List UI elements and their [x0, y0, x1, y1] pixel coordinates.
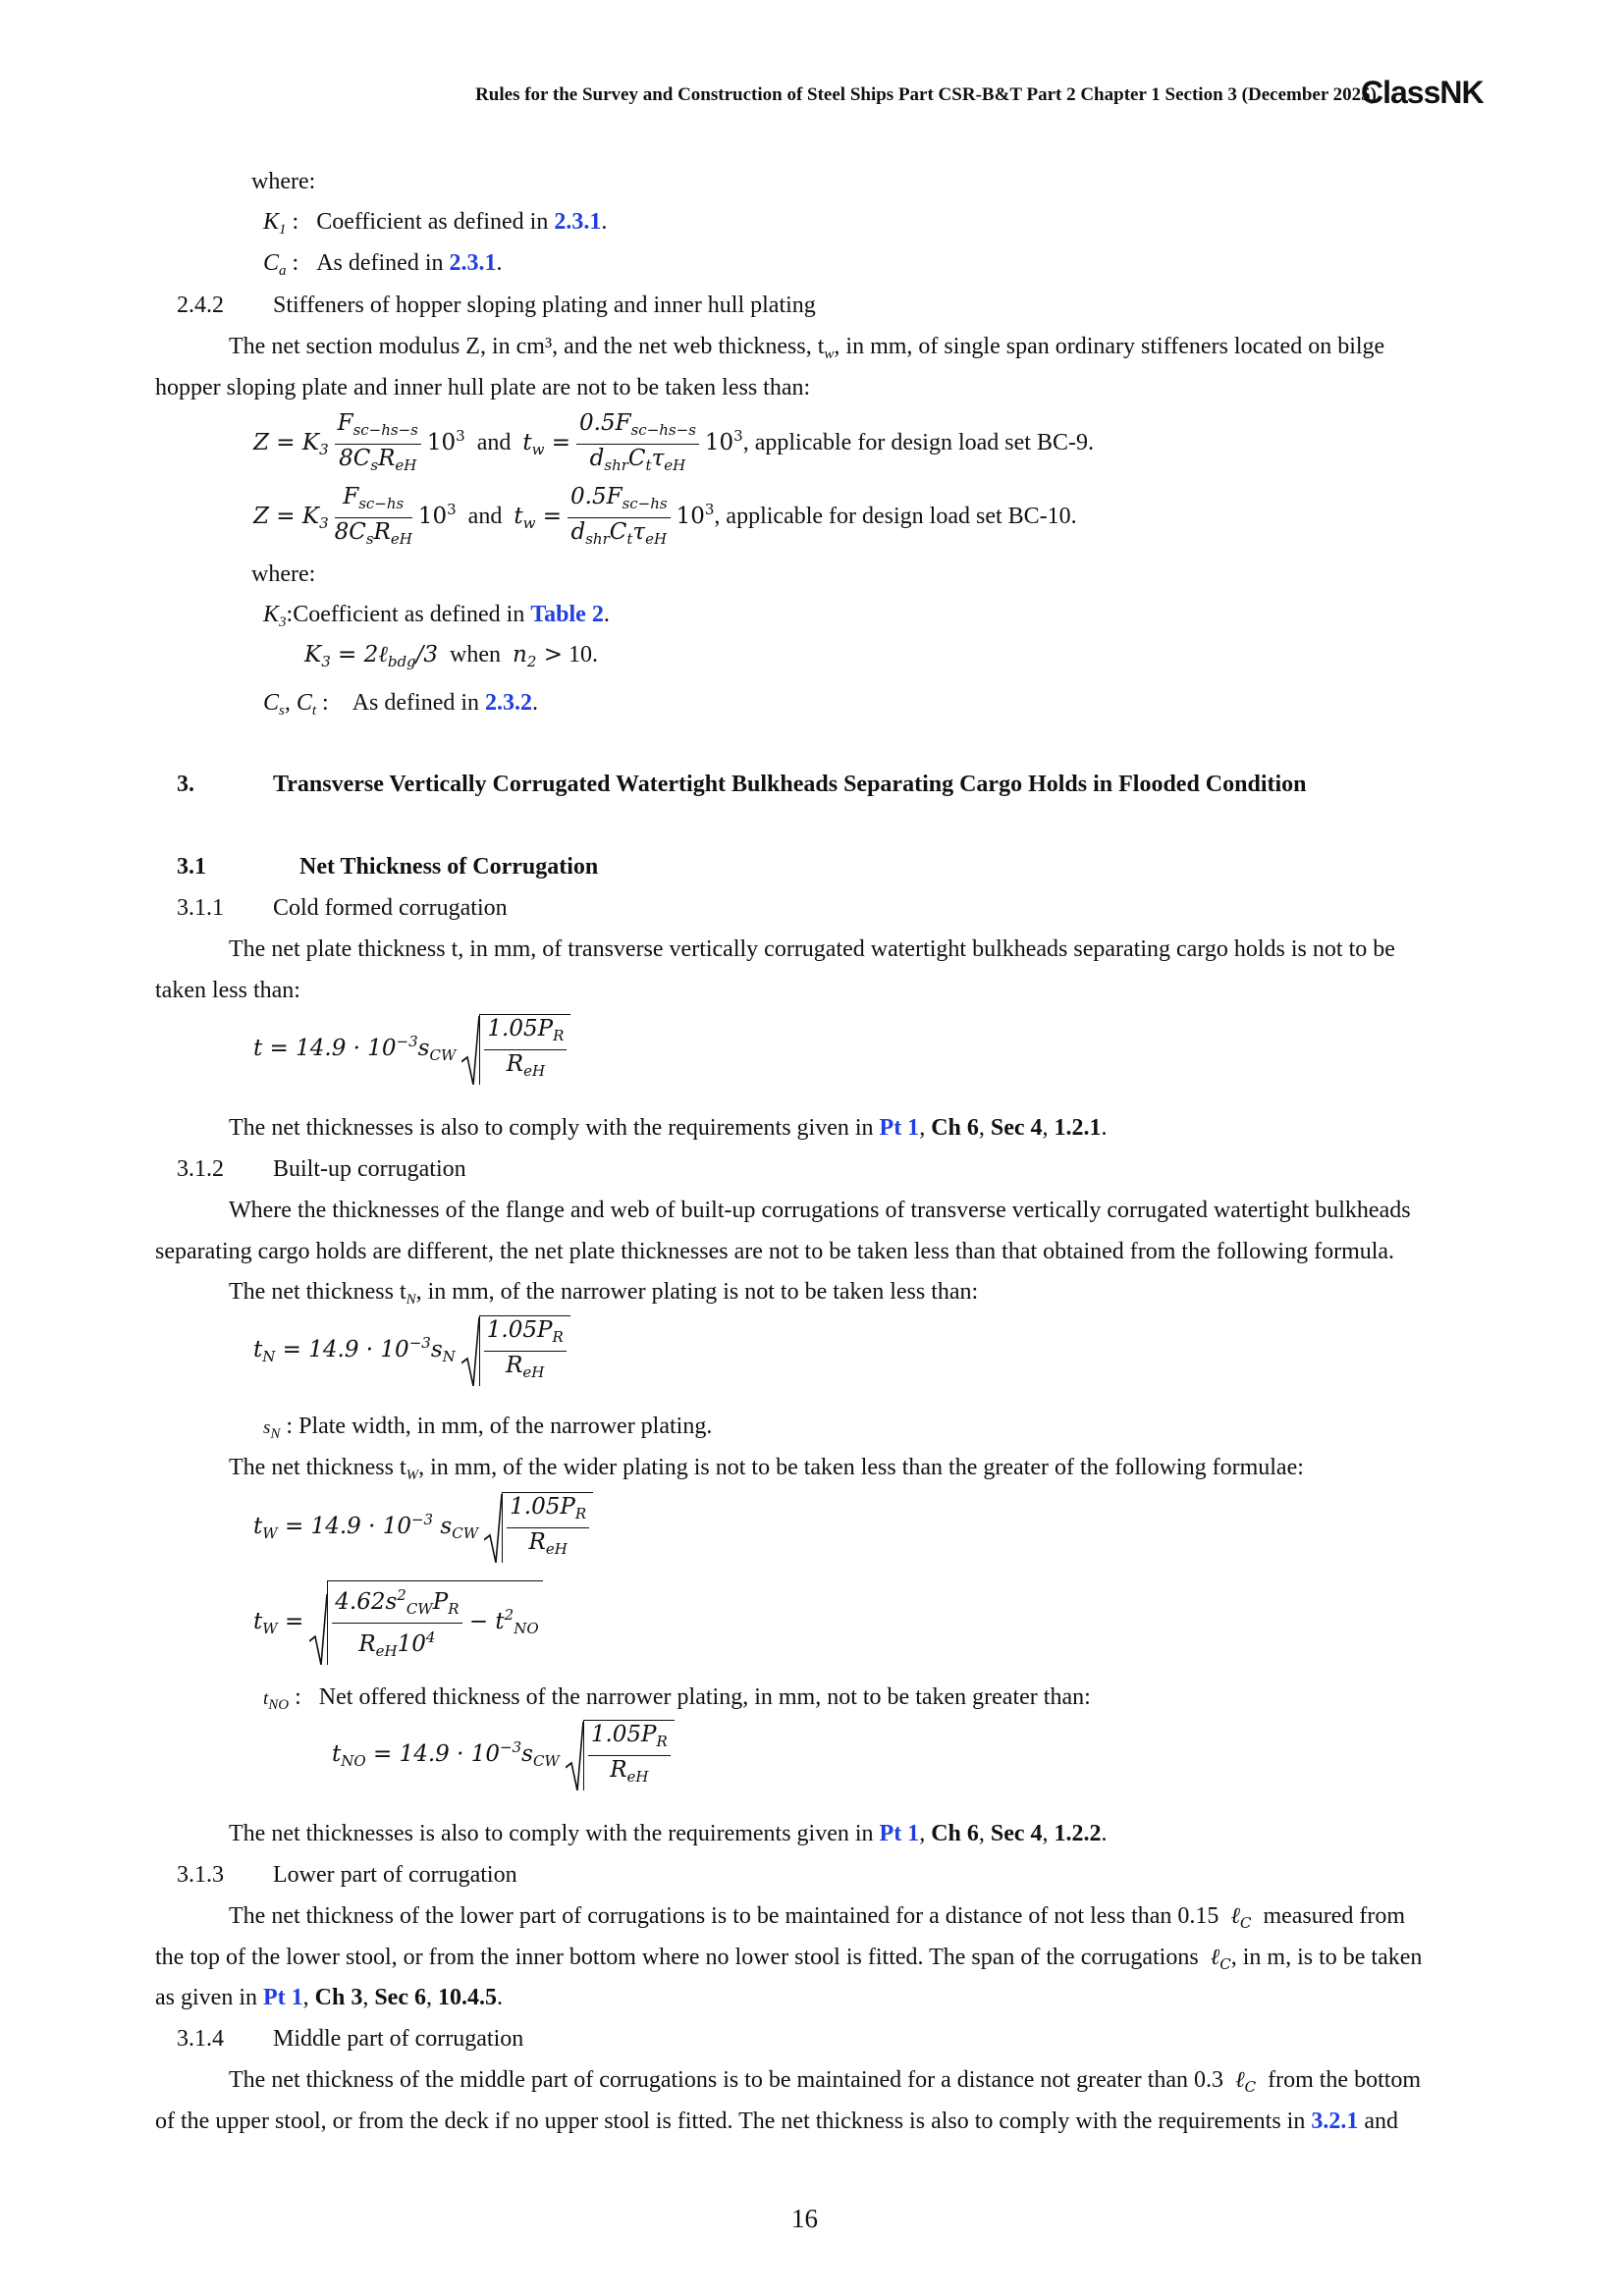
ca-definition: $C_a$ : As defined in 2.3.1.	[263, 250, 503, 279]
paragraph-line: separating cargo holds are different, the net plate thicknesses are not to be taken less than that obtained from the following formula.	[155, 1239, 1395, 1264]
paragraph-line: The net section modulus Z, in cm³, and the net web thickness, $t_w$, in mm, of single span ordinary stiffeners located on bilge	[229, 334, 1385, 362]
section-number-3-1-4: 3.1.4	[177, 2026, 224, 2052]
paragraph-line: The net thickness of the lower part of corrugations is to be maintained for a distance of not less than 0.15 ℓ$_C$ measured from	[229, 1903, 1406, 1932]
section-number-3: 3.	[177, 772, 194, 797]
classnk-logo: ClassNK	[1361, 75, 1484, 110]
sn-definition: $s_N$ : Plate width, in mm, of the narrower plating.	[263, 1414, 713, 1442]
section-title-3-1: Net Thickness of Corrugation	[299, 854, 599, 880]
formula-t: $t = 14.9 \cdot 10^{-3}s_{CW}$ $\frac{1.05P_R}{R_{eH}}$	[253, 1014, 570, 1085]
paragraph-line: The net plate thickness t, in mm, of transverse vertically corrugated watertight bulkheads separating cargo holds is not to be	[229, 936, 1395, 962]
link-pt-1[interactable]: Pt 1	[879, 1821, 920, 1846]
comply-line: The net thicknesses is also to comply with the requirements given in Pt 1, Ch 6, Sec 4, 1.2.1.	[229, 1115, 1108, 1141]
link-pt-1[interactable]: Pt 1	[262, 1985, 303, 2010]
section-title-3: Transverse Vertically Corrugated Watertight Bulkheads Separating Cargo Holds in Flooded Condition	[273, 772, 1307, 797]
paragraph-line: Where the thicknesses of the flange and web of built-up corrugations of transverse vertically corrugated watertight bulkheads	[229, 1198, 1411, 1223]
link-2-3-1[interactable]: 2.3.1	[554, 209, 602, 235]
link-3-2-1[interactable]: 3.2.1	[1311, 2109, 1359, 2134]
comply-line: The net thicknesses is also to comply with the requirements given in Pt 1, Ch 6, Sec 4, 1.2.2.	[229, 1821, 1108, 1846]
section-title-3-1-3: Lower part of corrugation	[273, 1862, 517, 1888]
paragraph-line: the top of the lower stool, or from the inner bottom where no lower stool is fitted. The span of the corrugations ℓ$_C$, in m, is to be taken	[155, 1945, 1423, 1973]
section-number-3-1: 3.1	[177, 854, 206, 880]
formula-tno: $t_{NO} = 14.9 \cdot 10^{-3}s_{CW}$ $\frac{1.05P_R}{R_{eH}}$	[332, 1720, 675, 1790]
tno-definition: $t_{NO}$ : Net offered thickness of the narrower plating, in mm, not to be taken greater than:	[263, 1684, 1091, 1713]
paragraph-line: The net thickness $t_N$, in mm, of the narrower plating is not to be taken less than:	[229, 1279, 979, 1308]
running-header: Rules for the Survey and Construction of Steel Ships Part CSR-B&T Part 2 Chapter 1 Section 3 (December 2025)	[475, 84, 1377, 105]
formula-tw-2: $t_W$ = $\frac{4.62s^2_{CW}P_R}{R_{eH}10^4}$ − $t^2_{NO}$	[253, 1580, 543, 1665]
formula-bc10: $Z = K_3$ $\frac{F_{sc-hs}}{8C_sR_{eH}}$ $10^3$ and $t_w$ = $\frac{0.5F_{sc-hs}}{d_{shr}C_t\tau_{eH}}$ $10^3$, applicable for design load set BC-10.	[253, 484, 1077, 548]
link-2-3-1[interactable]: 2.3.1	[449, 250, 497, 276]
link-table-2[interactable]: Table 2	[530, 602, 604, 627]
cs-ct-definition: $C_s$, $C_t$ : As defined in 2.3.2.	[263, 690, 539, 719]
k1-definition: $K_1$ : Coefficient as defined in 2.3.1.	[263, 209, 608, 238]
paragraph-line: of the upper stool, or from the deck if no upper stool is fitted. The net thickness is also to comply with the requirements in 3.2.1 and	[155, 2109, 1398, 2134]
formula-tw-1: $t_W = 14.9 \cdot 10^{-3}$ $s_{CW}$ $\frac{1.05P_R}{R_{eH}}$	[253, 1492, 593, 1563]
formula-tn: $t_N = 14.9 \cdot 10^{-3}s_N$ $\frac{1.05P_R}{R_{eH}}$	[253, 1315, 570, 1386]
section-title-3-1-2: Built-up corrugation	[273, 1156, 466, 1182]
section-title-3-1-4: Middle part of corrugation	[273, 2026, 524, 2052]
formula-bc9: $Z = K_3$ $\frac{F_{sc-hs-s}}{8C_sR_{eH}}$ $10^3$ and $t_w$ = $\frac{0.5F_{sc-hs-s}}{d_{shr}C_t\tau_{eH}}$ $10^3$, applicable for design load set BC-9.	[253, 410, 1094, 474]
section-number-3-1-1: 3.1.1	[177, 895, 224, 921]
paragraph-line: as given in Pt 1, Ch 3, Sec 6, 10.4.5.	[155, 1985, 503, 2010]
section-number-3-1-2: 3.1.2	[177, 1156, 224, 1182]
section-number-3-1-3: 3.1.3	[177, 1862, 224, 1888]
section-title-3-1-1: Cold formed corrugation	[273, 895, 508, 921]
paragraph-line: The net thickness $t_W$, in mm, of the wider plating is not to be taken less than the greater of the following formulae:	[229, 1455, 1304, 1483]
link-2-3-2[interactable]: 2.3.2	[485, 690, 533, 716]
link-pt-1[interactable]: Pt 1	[879, 1115, 920, 1141]
paragraph-line: taken less than:	[155, 978, 300, 1003]
section-title-2-4-2: Stiffeners of hopper sloping plating and inner hull plating	[273, 293, 816, 318]
k3-formula: $K_3$ = 2ℓ$_{bdg}$/3 when $n_2 > 10$.	[304, 642, 598, 670]
where-label: where:	[251, 561, 316, 587]
paragraph-line: The net thickness of the middle part of corrugations is to be maintained for a distance not greater than 0.3 ℓ$_C$ from the bottom	[229, 2067, 1422, 2096]
paragraph-line: hopper sloping plate and inner hull plate are not to be taken less than:	[155, 375, 811, 400]
page-number: 16	[791, 2204, 818, 2233]
where-label: where:	[251, 169, 316, 194]
section-number-2-4-2: 2.4.2	[177, 293, 224, 318]
k3-definition: $K_3:Coefficient$ as defined in Table 2.	[263, 602, 610, 630]
